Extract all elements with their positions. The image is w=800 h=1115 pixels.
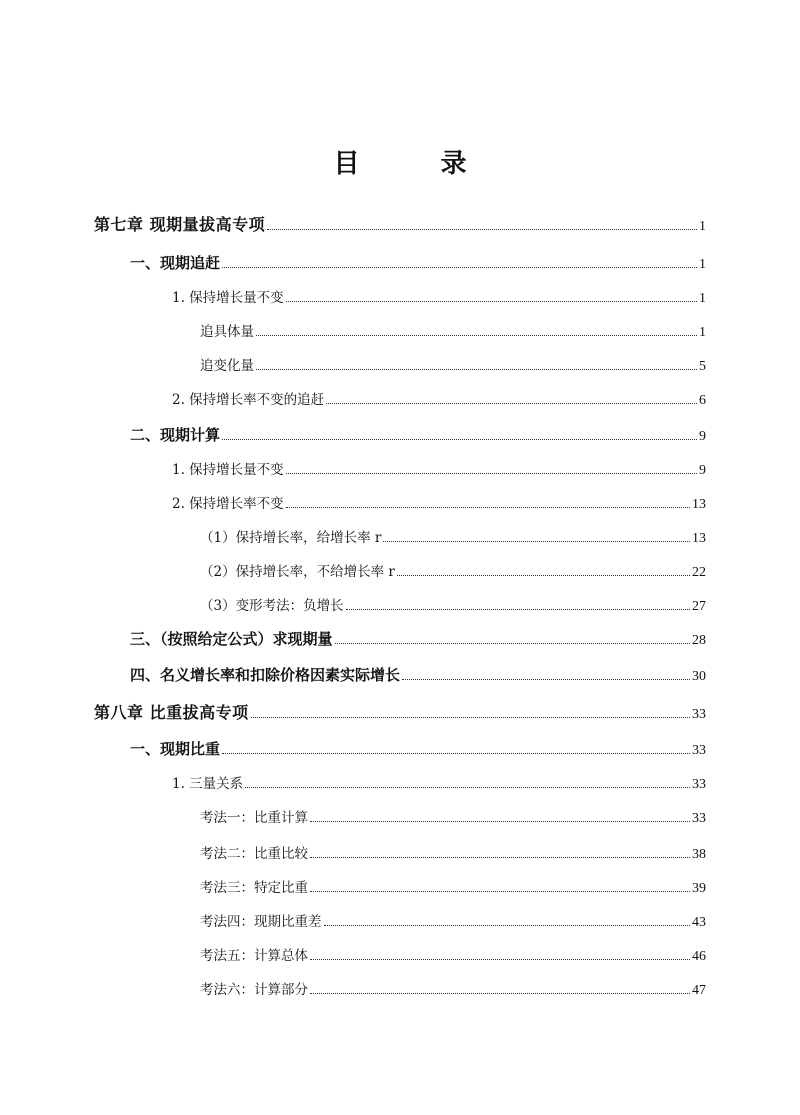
toc-entry-page: 28 <box>692 633 706 648</box>
dot-leader <box>324 925 691 926</box>
page-title: 目 录 <box>333 149 503 179</box>
dot-leader <box>286 301 697 302</box>
toc-entry-page: 38 <box>692 847 706 862</box>
toc-entry-page: 9 <box>699 463 706 478</box>
dot-leader <box>286 473 697 474</box>
toc-entry-label: 追变化量 <box>200 358 254 374</box>
toc-entry-page: 13 <box>692 497 706 512</box>
toc-entry-page: 39 <box>692 881 706 896</box>
toc-entry-page: 1 <box>699 219 706 234</box>
toc-entry-page: 33 <box>692 811 706 826</box>
toc-entry[interactable] <box>200 354 706 378</box>
toc-entry-label: 2. 保持增长率不变 <box>172 496 284 512</box>
dot-leader <box>310 857 690 858</box>
toc-entry-page: 47 <box>692 983 706 998</box>
toc-entry-page: 13 <box>692 531 706 546</box>
toc-entry[interactable] <box>94 700 706 724</box>
toc-entry-page: 22 <box>692 565 706 580</box>
dot-leader <box>326 403 697 404</box>
toc-entry-label: 2. 保持增长率不变的追赶 <box>172 392 325 408</box>
dot-leader <box>256 369 697 370</box>
toc-entry-label: 1. 三量关系 <box>172 776 244 792</box>
toc-entry[interactable] <box>94 212 706 236</box>
toc-entry-page: 6 <box>699 393 706 408</box>
toc-entry[interactable] <box>200 560 706 584</box>
toc-entry[interactable] <box>172 458 706 482</box>
toc-entry-label: 四、名义增长率和扣除价格因素实际增长 <box>130 666 401 684</box>
dot-leader <box>222 267 697 268</box>
dot-leader <box>222 753 690 754</box>
toc-entry-label: 追具体量 <box>200 324 254 340</box>
toc-entry-label: 考法五：计算总体 <box>200 948 308 964</box>
toc-entry-page: 33 <box>692 777 706 792</box>
toc-entry[interactable] <box>172 772 706 796</box>
toc-entry[interactable] <box>172 492 706 516</box>
dot-leader <box>245 787 690 788</box>
toc-entry-label: 考法六：计算部分 <box>200 982 308 998</box>
toc-entry-page: 1 <box>699 257 706 272</box>
dot-leader <box>310 891 690 892</box>
toc-entry-page: 33 <box>692 707 706 722</box>
toc-entry-label: 1. 保持增长量不变 <box>172 290 284 306</box>
toc-entry-label: 第七章 现期量拔高专项 <box>94 215 266 234</box>
toc-entry[interactable] <box>200 978 706 1002</box>
toc-entry-label: 一、现期比重 <box>130 740 221 758</box>
toc-entry-page: 5 <box>699 359 706 374</box>
toc-entry[interactable] <box>172 286 706 310</box>
toc-entry[interactable] <box>130 424 706 448</box>
toc-entry[interactable] <box>200 910 706 934</box>
toc-entry-page: 1 <box>699 291 706 306</box>
toc-entry[interactable] <box>200 842 706 866</box>
dot-leader <box>222 439 697 440</box>
toc-entry-label: 考法四：现期比重差 <box>200 914 322 930</box>
dot-leader <box>256 335 697 336</box>
dot-leader <box>383 541 690 542</box>
dot-leader <box>346 609 690 610</box>
toc-entry-page: 30 <box>692 669 706 684</box>
toc-entry-page: 33 <box>692 743 706 758</box>
toc-entry-label: 考法二：比重比较 <box>200 846 308 862</box>
dot-leader <box>267 229 697 230</box>
toc-entry[interactable] <box>172 388 706 412</box>
toc-entry[interactable] <box>130 252 706 276</box>
toc-entry-page: 46 <box>692 949 706 964</box>
toc-entry-label: 第八章 比重拔高专项 <box>94 703 249 722</box>
dot-leader <box>310 959 690 960</box>
toc-entry-page: 27 <box>692 599 706 614</box>
toc-entry[interactable] <box>200 526 706 550</box>
toc-entry-page: 1 <box>699 325 706 340</box>
toc-entry-label: （2）保持增长率，不给增长率 r <box>200 564 395 580</box>
dot-leader <box>397 575 690 576</box>
dot-leader <box>310 993 690 994</box>
toc-entry-label: 1. 保持增长量不变 <box>172 462 284 478</box>
toc-entry[interactable] <box>130 628 706 652</box>
toc-entry[interactable] <box>130 738 706 762</box>
toc-entry-label: 三、（按照给定公式）求现期量 <box>130 630 333 648</box>
dot-leader <box>251 717 690 718</box>
toc-entry[interactable] <box>200 594 706 618</box>
toc-entry[interactable] <box>200 320 706 344</box>
toc-entry-label: （1）保持增长率，给增长率 r <box>200 530 382 546</box>
toc-entry[interactable] <box>200 944 706 968</box>
dot-leader <box>402 679 690 680</box>
dot-leader <box>335 643 690 644</box>
toc-entry-page: 43 <box>692 915 706 930</box>
toc-entry-label: 一、现期追赶 <box>130 254 221 272</box>
toc-entry-label: （3）变形考法：负增长 <box>200 598 344 614</box>
toc-entry-label: 考法三：特定比重 <box>200 880 308 896</box>
toc-entry[interactable] <box>200 806 706 830</box>
toc-entry-page: 9 <box>699 429 706 444</box>
dot-leader <box>286 507 690 508</box>
toc-entry[interactable] <box>200 876 706 900</box>
toc-entry[interactable] <box>130 664 706 688</box>
toc-entry-label: 考法一：比重计算 <box>200 810 308 826</box>
toc-entry-label: 二、现期计算 <box>130 426 221 444</box>
dot-leader <box>310 821 690 822</box>
